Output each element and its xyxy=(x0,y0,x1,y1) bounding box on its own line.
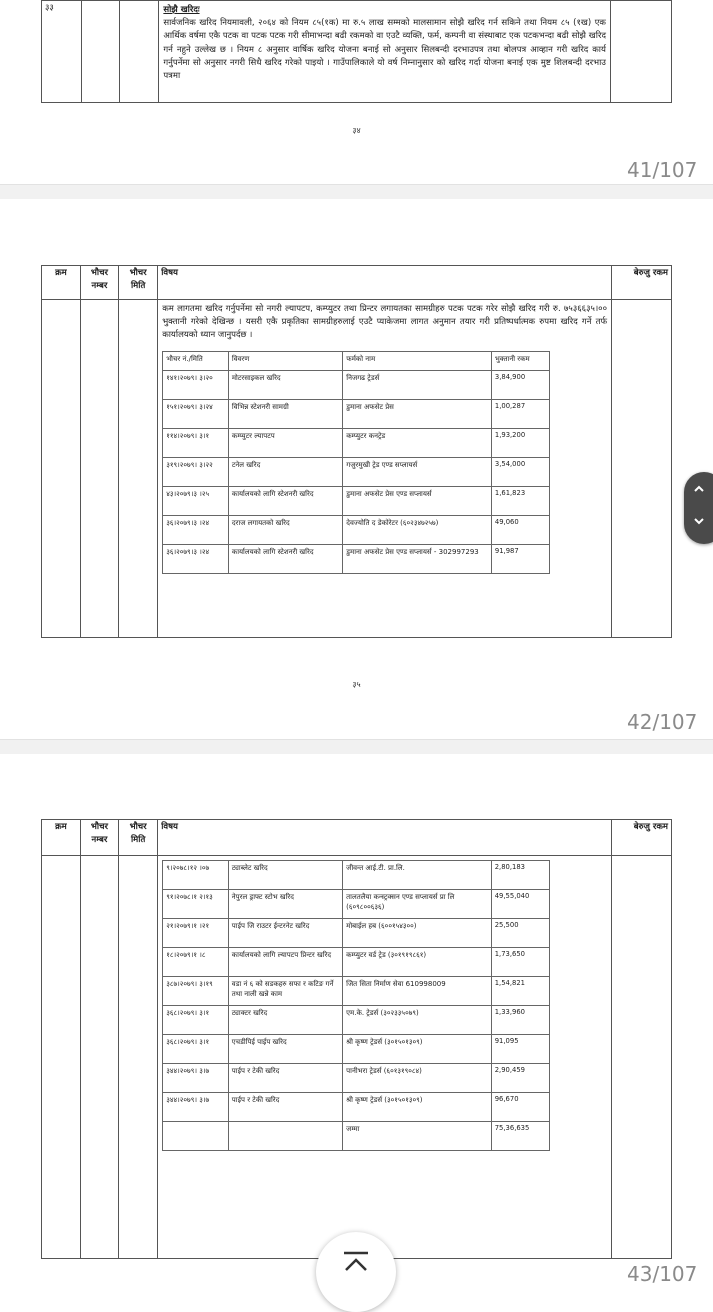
back-to-top-button[interactable] xyxy=(316,1232,396,1312)
total-amount: 75,36,635 xyxy=(491,1122,549,1151)
chevron-down-icon[interactable] xyxy=(684,514,713,532)
inner-header-voucher: भौचर नं./मिति xyxy=(163,351,229,370)
subject-cell xyxy=(158,300,612,638)
inner-header-desc: विवरण xyxy=(228,351,342,370)
page43-table xyxy=(41,819,672,1259)
page-indicator: 41/107 xyxy=(627,158,698,182)
col-header-voucher-no: भौचर नम्बर xyxy=(80,820,118,856)
table-row: ९१।२०७८।१ २।१३ नेपुरल ड्राफ्ट स्टोभ खरिद तालतलैया कन्स्ट्रक्सन एण्ड सप्लायर्स प्रा लि (६०९८००६३६) 49,55,040 xyxy=(163,890,550,919)
table-row: ४३।२०७९।३ ।२५ कार्यालयको लागि स्टेशनरी खरिद डुमाना अफसेट प्रेस एण्ड सप्लायर्स 1,61,823 xyxy=(163,486,550,515)
table-row: १८।२०७९।१ ।८ कार्यालयको लागि ल्यापटप प्रिन्टर खरिद कम्प्युटर वर्ड ट्रेड (३०१९१९८६१) 1,73,650 xyxy=(163,948,550,977)
page-indicator: 43/107 xyxy=(627,1262,698,1286)
table-row: ३६८।२०७९। ३।१ ट्याक्टर खरिद एम.के. ट्रेडर्स (३०२३३५०७९) 1,33,960 xyxy=(163,1006,550,1035)
table-row: ३८७।२०७९। ३।१९ वडा नं ६ को सडकहरु सफा र कटिङ गर्ने तथा नाली खन्ने काम जित सिता निर्माण सेवा 610998009 1,54,821 xyxy=(163,977,550,1006)
table-row: ३६।२०७९।३ ।२४ दराज लगायतको खरिद देवज्योति द डेकोरेटर (६०२३४७२५७) 49,060 xyxy=(163,515,550,544)
col-header-voucher-no: भौचर नम्बर xyxy=(80,266,118,300)
document-page-43 xyxy=(0,754,713,1286)
row-number: ३३ xyxy=(42,1,82,103)
page-indicator: 42/107 xyxy=(627,710,698,734)
col-header-amount: बेरुजु रकम xyxy=(612,820,672,856)
total-label: जम्मा xyxy=(343,1122,492,1151)
col-header-kram: क्रम xyxy=(42,820,81,856)
table-row: ३६।२०७९।३ ।२४ कार्यालयको लागि स्टेशनरी खरिद डुमाना अफसेट प्रेस एण्ड सप्लायर्स - 302997293 91,987 xyxy=(163,544,550,573)
page-separator xyxy=(0,184,713,200)
col-header-subject: विषय xyxy=(158,820,612,856)
table-row: ३१९।२०७९। ३।२२ टनेल खरिद गजुरमुखी ट्रेड एण्ड सप्लायर्स 3,54,000 xyxy=(163,457,550,486)
purchase-table xyxy=(162,860,550,1151)
table-row: १५१।२०७९। ३।२४ विभिन्न स्टेशनरी सामग्री डुमाना अफसेट प्रेस 1,00,287 xyxy=(163,399,550,428)
table-row: १४१।२०७९। ३।२० मोटरसाइकल खरिद निजगढ ट्रेडर्स 3,84,900 xyxy=(163,370,550,399)
table-row: ३४४।२०७९। ३।७ पाईप र टेकी खरिद पानीभरा ट्रेडर्स (६०१३१९०८४) 2,90,459 xyxy=(163,1064,550,1093)
page42-table xyxy=(41,265,672,638)
table-row: ३४४।२०७९। ३।७ पाईप र टेकी खरिद श्री कृष्ण ट्रेडर्स (३०१५०१३०९) 96,670 xyxy=(163,1093,550,1122)
col-header-subject: विषय xyxy=(158,266,612,300)
total-row xyxy=(163,1122,550,1151)
page-scroll-control[interactable] xyxy=(684,472,713,544)
col-header-voucher-date: भौचर मिति xyxy=(119,266,158,300)
observation-text: सार्वजनिक खरिद नियमावली, २०६४ को नियम ८५(१क) मा रु.५ लाख सम्मको मालसामान सोझै खरिद गर्न सकिने तथा नियम ८५ (१ख) एक आर्थिक वर्षमा एकै पटक वा पटक पटक गरी सीमाभन्दा बढी रकमको वा एउटै व्यक्ति, फर्म, कम्पनी वा संस्थाबाट एक पटकभन्दा बढी सोझै खरिद गर्न नहुने उल्लेख छ । नियम ८ अनुसार वार्षिक खरिद योजना बनाई सो अनुसार सिलबन्दी दरभाउपत्र तथा बोलपत्र आव्हान गरी खरिद कार्य गर्नुपर्नेमा सो अनुसार नगरी सिधै खरिद गरेको पाइयो । गाउँपालिकाले यो वर्ष निम्नानुसार को खरिद गर्दा योजना बनाई एक मुष्ट शिलबन्दी दरभाउ पत्रमा xyxy=(163,18,606,81)
chevron-up-bar-icon xyxy=(341,1250,371,1278)
table-row: २१।२०७९।१ ।२१ पाईप जि राउटर ईन्टरनेट खरिद मोबाईल हब (६००१५४३००) 25,500 xyxy=(163,919,550,948)
printed-page-number: ३५ xyxy=(352,680,361,689)
table-row: ९।२०७८।१२ ।०७ ट्याब्लेट खरिद जीवन्त आई.टी. प्रा.लि. 2,80,183 xyxy=(163,861,550,890)
inner-header-firm: फर्मको नाम xyxy=(343,351,492,370)
observation-cell xyxy=(159,1,611,103)
inner-header-amount: भुक्तानी रकम xyxy=(491,351,549,370)
page-separator xyxy=(0,739,713,755)
document-page-41 xyxy=(0,0,713,184)
printed-page-number: ३४ xyxy=(352,126,361,135)
col-header-amount: बेरुजु रकम xyxy=(612,266,672,300)
table-row: ११४।२०७९। ३।१ कम्प्युटर ल्यापटप कम्प्युटर कनट्रेड 1,93,200 xyxy=(163,428,550,457)
page41-table xyxy=(41,0,672,103)
observation-text: कम लागतमा खरिद गर्नुपर्नेमा सो नगरी ल्यापटप, कम्प्युटर तथा प्रिन्टर लगायतका सामग्रीहरु पटक पटक गरेर सोझै खरिद गरी रु. ७५३६६३५।०० भुक्तानी गरेको देखिन्छ । यसरी एकै प्रकृतिका सामग्रीहरुलाई एउटै प्याकेजमा लागत अनुमान तयार गरी प्रतिष्पर्धात्मक रुपमा खरिद गर्ने तर्फ कार्यालयको ध्यान जानुपर्दछ । xyxy=(162,304,608,341)
document-page-42 xyxy=(0,199,713,739)
table-row: ३६८।२०७९। ३।१ एचडीपिई पाईप खरिद श्री कृष्ण ट्रेडर्स (३०१५०१३०९) 91,095 xyxy=(163,1035,550,1064)
col-header-kram: क्रम xyxy=(42,266,81,300)
subject-cell xyxy=(158,856,612,1259)
col-header-voucher-date: भौचर मिति xyxy=(119,820,158,856)
section-heading: सोझै खरिदः xyxy=(163,5,200,15)
chevron-up-icon[interactable] xyxy=(684,482,713,500)
purchase-table xyxy=(162,351,550,574)
